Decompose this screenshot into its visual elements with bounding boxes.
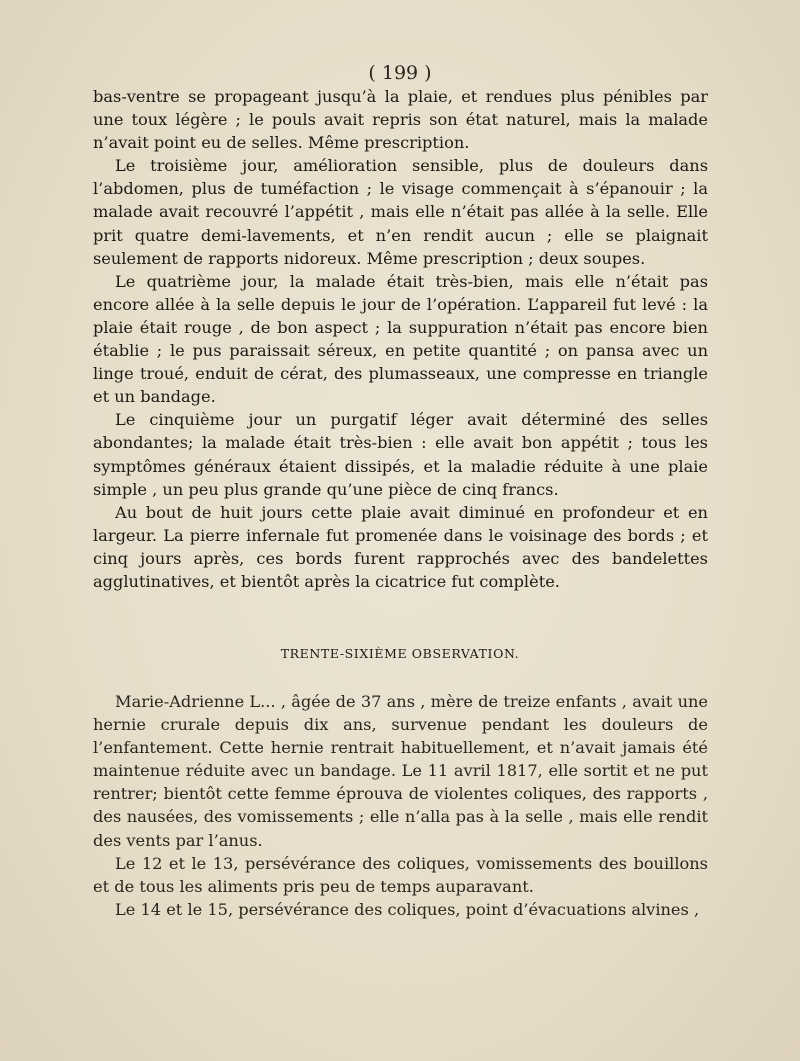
paragraph: Le 14 et le 15, persévérance des coliques, point d’évacuations alvines ,	[115, 899, 700, 919]
paragraph: Le troisième jour, amélioration sensible, plus de douleurs dans l’abdomen, plus de tuméfaction ; le visage commençait à s’épanouir ; la malade avait recouvré l’appétit , mais elle n’était pas allée à la selle. Elle prit quatre demi-lavements, et n’en rendit aucun ; elle se plaignait seulement de rapports nidoreux. Même prescription ; deux soupes.	[93, 156, 708, 268]
paragraph: bas-ventre se propageant jusqu’à la plaie, et rendues plus pénibles par une toux légère ; le pouls avait repris son état naturel, mais la malade n’avait point eu de selles. Même prescription.	[93, 87, 708, 153]
body-text-top	[93, 85, 708, 593]
body-text-bottom	[93, 690, 708, 921]
paragraph: Le cinquième jour un purgatif léger avait déterminé des selles abondantes; la malade était très-bien : elle avait bon appétit ; tous les symptômes généraux étaient dissipés, et la maladie réduite à une plaie simple , un peu plus grande qu’une pièce de cinq francs.	[93, 410, 708, 499]
paragraph: Au bout de huit jours cette plaie avait diminué en profondeur et en largeur. La pierre infernale fut promenée dans le voisinage des bords ; et cinq jours après, ces bords furent rapprochés avec des bandelettes agglutinatives, et bientôt après la cicatrice fut complète.	[93, 502, 708, 591]
paragraph: Marie-Adrienne L... , âgée de 37 ans , mère de treize enfants , avait une hernie crurale depuis dix ans, survenue pendant les douleurs de l’enfantement. Cette hernie rentrait habituellement, et n’avait jamais été maintenue réduite avec un bandage. Le 11 avril 1817, elle sortit et ne put rentrer; bientôt cette femme éprouva de violentes coliques, des rapports , des nausées, des vomissements ; elle n’alla pas à la selle , mais elle rendit des vents par l’anus.	[93, 692, 708, 850]
section-heading: TRENTE-SIXIÈME OBSERVATION.	[280, 646, 520, 661]
page-number: ( 199 )	[368, 62, 432, 84]
paragraph: Le 12 et le 13, persévérance des coliques, vomissements des bouillons et de tous les aliments pris peu de temps auparavant.	[93, 853, 708, 896]
paragraph: Le quatrième jour, la malade était très-bien, mais elle n’était pas encore allée à la selle depuis le jour de l’opération. L’appareil fut levé : la plaie était rouge , de bon aspect ; la suppuration n’était pas encore bien établie ; le pus paraissait séreux, en petite quantité ; on pansa avec un linge troué, enduit de cérat, des plumasseaux, une compresse en triangle et un bandage.	[93, 271, 708, 407]
